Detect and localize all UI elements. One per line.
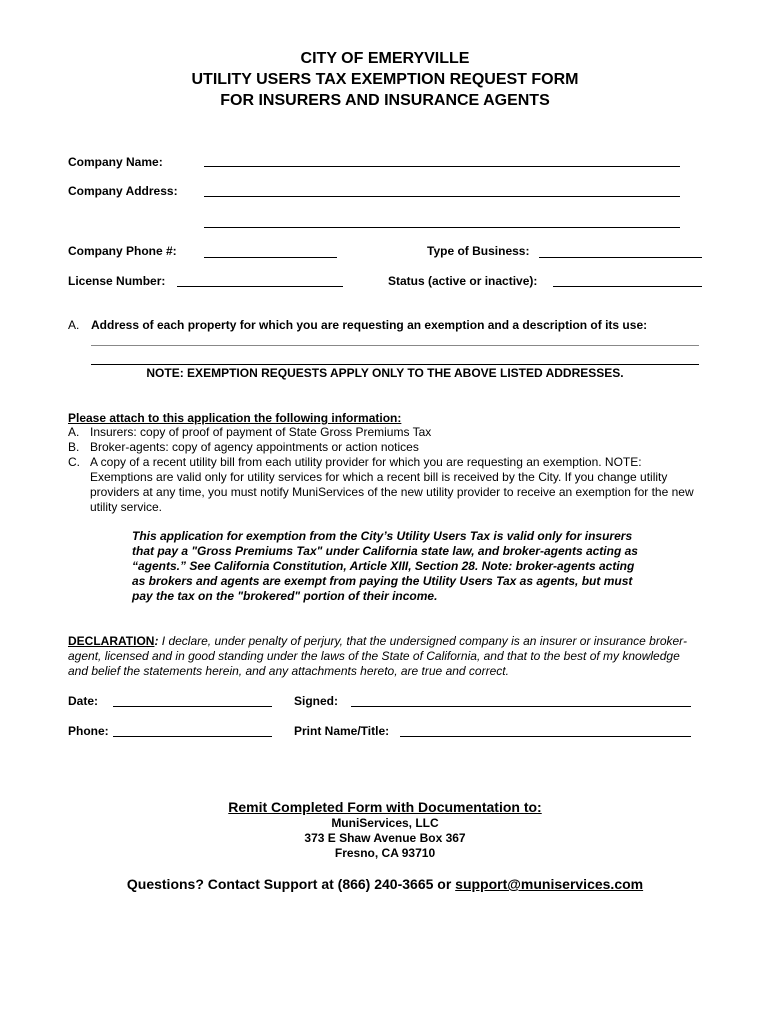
remit-street: 373 E Shaw Avenue Box 367 xyxy=(304,831,466,845)
print-name-label: Print Name/Title: xyxy=(294,724,390,738)
form-title-line2: UTILITY USERS TAX EXEMPTION REQUEST FORM xyxy=(191,71,579,88)
declaration-colon: : xyxy=(154,634,159,648)
attach-heading: Please attach to this application the following information: xyxy=(68,411,402,425)
property-address-field-line2[interactable] xyxy=(91,364,699,365)
declaration-label: DECLARATION xyxy=(68,634,155,648)
license-number-field[interactable] xyxy=(177,286,343,287)
remit-heading: Remit Completed Form with Documentation to: xyxy=(228,799,542,815)
attach-item-marker: B. xyxy=(68,440,80,454)
company-name-field[interactable] xyxy=(204,166,680,167)
company-address-field[interactable] xyxy=(204,196,680,197)
attach-item-c xyxy=(68,455,703,515)
print-name-field[interactable] xyxy=(400,736,691,737)
declaration-text: I declare, under penalty of perjury, that the undersigned company is an insurer or insurance broker-agent, licensed and in good standing under the laws of the State of California, and that to the best of my knowledge and belief the statements herein, and any attachments hereto, are true and correct. xyxy=(68,634,687,678)
date-label: Date: xyxy=(68,694,99,708)
type-of-business-field[interactable] xyxy=(539,257,702,258)
attach-item-text: Broker-agents: copy of agency appointments or action notices xyxy=(90,440,419,454)
declaration xyxy=(68,634,703,679)
status-label: Status (active or inactive): xyxy=(388,274,538,288)
attach-item-marker: A. xyxy=(68,425,80,439)
exemption-note: NOTE: EXEMPTION REQUESTS APPLY ONLY TO THE ABOVE LISTED ADDRESSES. xyxy=(146,366,624,380)
property-address-field[interactable] xyxy=(91,345,699,346)
company-name-label: Company Name: xyxy=(68,155,163,169)
remit-city: Fresno, CA 93710 xyxy=(334,846,436,860)
form-title-line3: FOR INSURERS AND INSURANCE AGENTS xyxy=(220,92,550,109)
form-title-line1: CITY OF EMERYVILLE xyxy=(300,50,470,67)
section-a-marker: A. xyxy=(68,318,80,332)
contact-line xyxy=(0,875,770,893)
status-field[interactable] xyxy=(553,286,702,287)
remit-name: MuniServices, LLC xyxy=(331,816,439,830)
section-a-label: Address of each property for which you are requesting an exemption and a description of its use: xyxy=(91,318,648,332)
attach-item-a xyxy=(68,425,703,440)
attach-item-text: Insurers: copy of proof of payment of State Gross Premiums Tax xyxy=(90,425,432,439)
attach-item-text: A copy of a recent utility bill from each utility provider for which you are requesting an exemption. NOTE: Exemptions are valid only for utility services for which a recent bill is received by the City. If you change utility providers at any time, you must notify MuniServices of the new utility provider to receive an exemption for the new utility service. xyxy=(90,455,694,514)
contact-text: Questions? Contact Support at (866) 240-3665 or xyxy=(126,876,456,892)
phone-field[interactable] xyxy=(113,736,272,737)
company-address-label: Company Address: xyxy=(68,184,178,198)
license-number-label: License Number: xyxy=(68,274,166,288)
signed-label: Signed: xyxy=(294,694,338,708)
company-phone-field[interactable] xyxy=(204,257,337,258)
eligibility-notice: This application for exemption from the City’s Utility Users Tax is valid only for insurers that pay a "Gross Premiums Tax" under California state law, and broker-agents acting as “agents.” See California Constitution, Article XIII, Section 28. Note: broker-agents acting as brokers and agents are exempt from paying the Utility Users Tax as agents, but must pay the tax on the "brokered" portion of their income. xyxy=(132,529,638,603)
company-address-field-line2[interactable] xyxy=(204,227,680,228)
attach-item-marker: C. xyxy=(68,455,80,469)
type-of-business-label: Type of Business: xyxy=(427,244,530,258)
signature-field[interactable] xyxy=(351,706,691,707)
date-field[interactable] xyxy=(113,706,272,707)
phone-label: Phone: xyxy=(68,724,109,738)
support-email-link[interactable]: support@muniservices.com xyxy=(455,876,644,892)
attach-item-b xyxy=(68,440,703,455)
company-phone-label: Company Phone #: xyxy=(68,244,177,258)
